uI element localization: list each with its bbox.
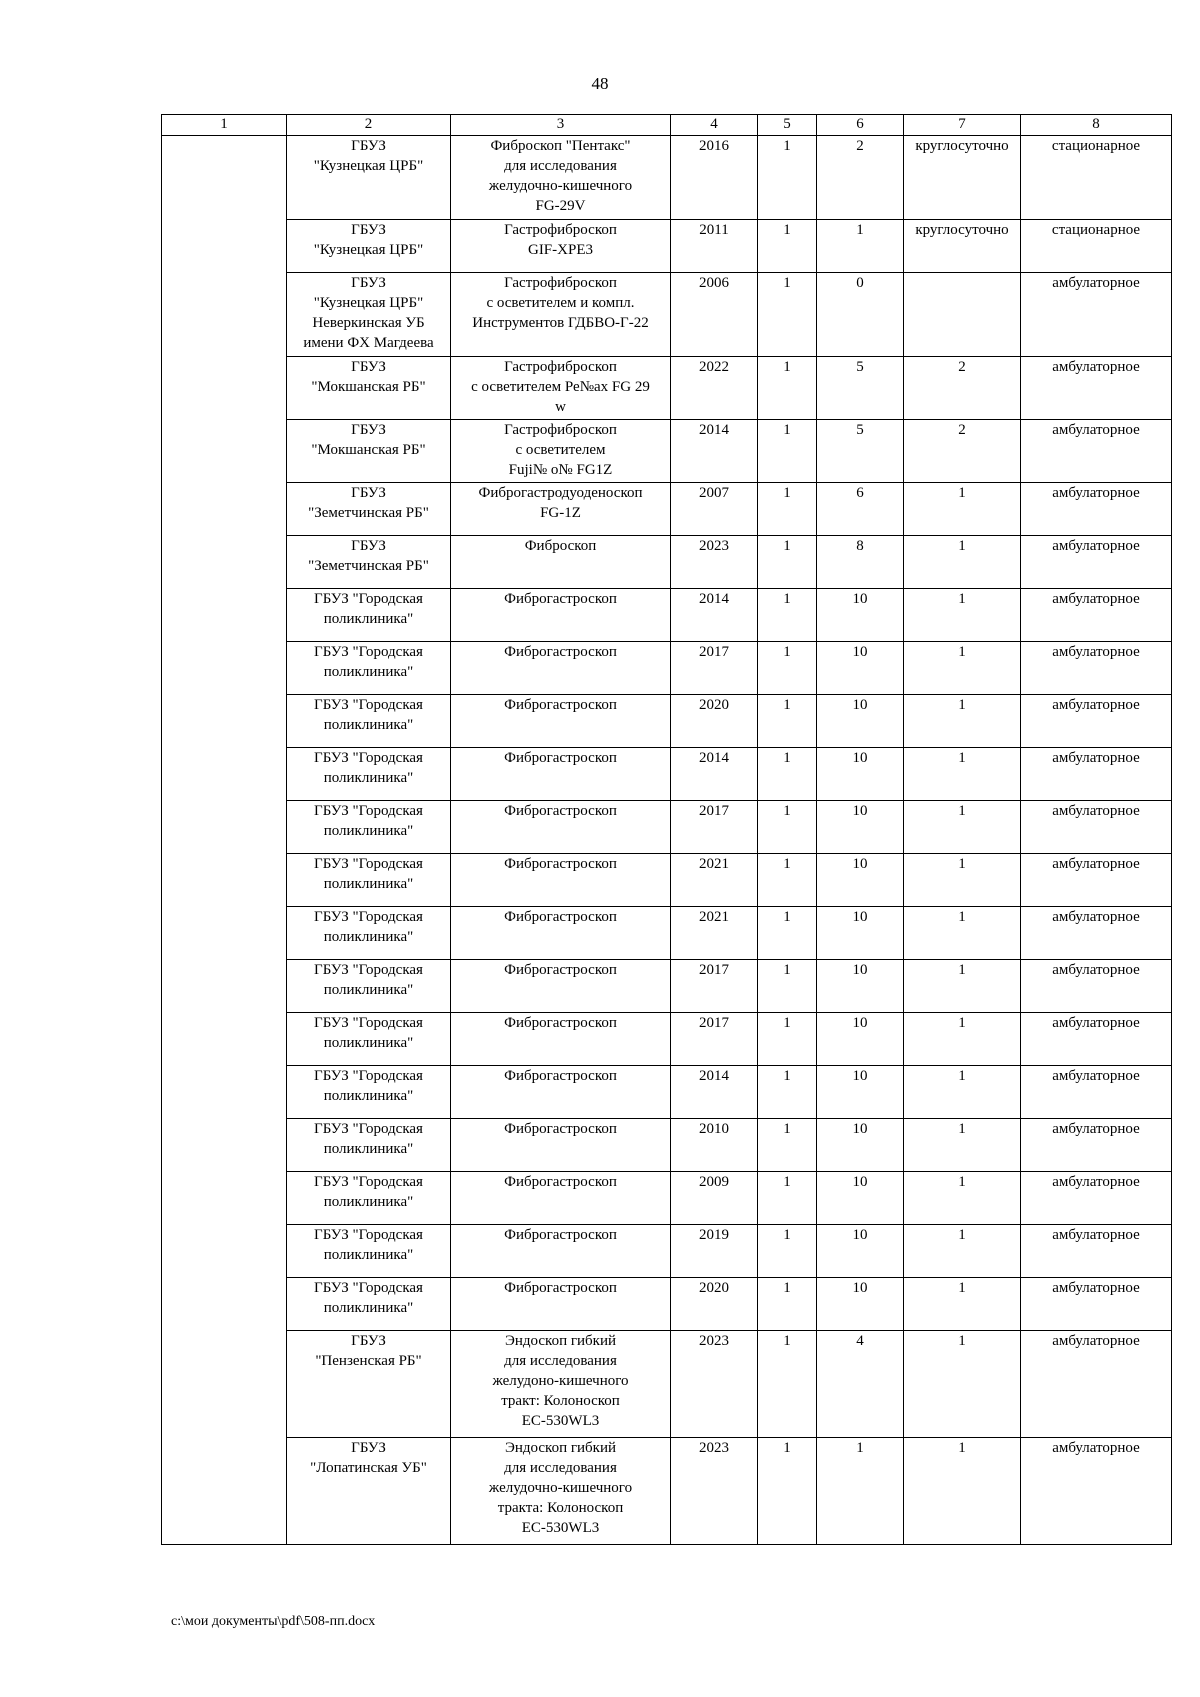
- table-row: [162, 960, 1172, 1013]
- year-cell: 2023: [671, 1331, 758, 1438]
- region-cell: [162, 136, 287, 1545]
- column-7-cell: 1: [904, 1119, 1021, 1172]
- service-type-cell: амбулаторное: [1021, 1438, 1172, 1545]
- device-cell: Эндоскоп гибкий для исследования желудоно-кишечного тракт: Колоноскоп EC-530WL3: [451, 1331, 671, 1438]
- device-cell: Гастрофиброскоп GIF-XPE3: [451, 220, 671, 273]
- organization-cell: ГБУЗ "Городская поликлиника": [287, 1172, 451, 1225]
- table-row: [162, 1013, 1172, 1066]
- organization-cell: ГБУЗ "Городская поликлиника": [287, 695, 451, 748]
- device-cell: Фиброгастроскоп: [451, 1225, 671, 1278]
- device-cell: Фиброгастроскоп: [451, 642, 671, 695]
- table-row: [162, 695, 1172, 748]
- table-row: [162, 1225, 1172, 1278]
- table-row: [162, 801, 1172, 854]
- service-type-cell: амбулаторное: [1021, 695, 1172, 748]
- year-cell: 2020: [671, 1278, 758, 1331]
- device-cell: Гастрофиброскоп с осветителем Ре№ах FG 29 w: [451, 357, 671, 420]
- organization-cell: ГБУЗ "Городская поликлиника": [287, 1013, 451, 1066]
- year-cell: 2021: [671, 907, 758, 960]
- organization-cell: ГБУЗ "Городская поликлиника": [287, 960, 451, 1013]
- column-6-cell: 10: [817, 1119, 904, 1172]
- table-row: [162, 536, 1172, 589]
- column-5-cell: 1: [758, 854, 817, 907]
- equipment-table: [161, 114, 1172, 1545]
- table-row: [162, 273, 1172, 357]
- column-5-cell: 1: [758, 642, 817, 695]
- footer-file-path: c:\мои документы\pdf\508-пп.docx: [171, 1614, 376, 1629]
- column-7-cell: 1: [904, 801, 1021, 854]
- column-6-cell: 1: [817, 1438, 904, 1545]
- table-row: [162, 357, 1172, 420]
- organization-cell: ГБУЗ "Кузнецкая ЦРБ": [287, 136, 451, 220]
- column-7-cell: 2: [904, 357, 1021, 420]
- year-cell: 2014: [671, 748, 758, 801]
- year-cell: 2014: [671, 420, 758, 483]
- column-7-cell: 1: [904, 748, 1021, 801]
- table-row: [162, 1119, 1172, 1172]
- device-cell: Фиброгастроскоп: [451, 748, 671, 801]
- column-7-cell: 1: [904, 536, 1021, 589]
- column-5-cell: 1: [758, 357, 817, 420]
- service-type-cell: амбулаторное: [1021, 854, 1172, 907]
- service-type-cell: амбулаторное: [1021, 801, 1172, 854]
- organization-cell: ГБУЗ "Земетчинская РБ": [287, 483, 451, 536]
- column-5-cell: 1: [758, 907, 817, 960]
- column-6-cell: 10: [817, 907, 904, 960]
- column-6-cell: 1: [817, 220, 904, 273]
- column-7-cell: 1: [904, 589, 1021, 642]
- column-6-cell: 0: [817, 273, 904, 357]
- column-7-cell: круглосуточно: [904, 220, 1021, 273]
- column-7-cell: 2: [904, 420, 1021, 483]
- device-cell: Фиброгастроскоп: [451, 1119, 671, 1172]
- year-cell: 2014: [671, 589, 758, 642]
- device-cell: Фиброгастроскоп: [451, 1013, 671, 1066]
- organization-cell: ГБУЗ "Кузнецкая ЦРБ" Неверкинская УБ имени ФХ Магдеева: [287, 273, 451, 357]
- header-cell-8: 8: [1021, 115, 1172, 136]
- year-cell: 2017: [671, 960, 758, 1013]
- organization-cell: ГБУЗ "Городская поликлиника": [287, 1225, 451, 1278]
- table-row: [162, 1278, 1172, 1331]
- device-cell: Гастрофиброскоп с осветителем и компл. Инструментов ГДБВО-Г-22: [451, 273, 671, 357]
- header-cell-7: 7: [904, 115, 1021, 136]
- column-5-cell: 1: [758, 1119, 817, 1172]
- column-5-cell: 1: [758, 589, 817, 642]
- organization-cell: ГБУЗ "Городская поликлиника": [287, 1278, 451, 1331]
- organization-cell: ГБУЗ "Городская поликлиника": [287, 748, 451, 801]
- organization-cell: ГБУЗ "Земетчинская РБ": [287, 536, 451, 589]
- year-cell: 2021: [671, 854, 758, 907]
- year-cell: 2006: [671, 273, 758, 357]
- column-7-cell: 1: [904, 695, 1021, 748]
- column-7-cell: 1: [904, 483, 1021, 536]
- year-cell: 2011: [671, 220, 758, 273]
- device-cell: Фиброгастроскоп: [451, 854, 671, 907]
- year-cell: 2017: [671, 1013, 758, 1066]
- column-7-cell: 1: [904, 1225, 1021, 1278]
- service-type-cell: амбулаторное: [1021, 960, 1172, 1013]
- column-7-cell: 1: [904, 1013, 1021, 1066]
- header-cell-4: 4: [671, 115, 758, 136]
- service-type-cell: амбулаторное: [1021, 1066, 1172, 1119]
- column-6-cell: 10: [817, 1172, 904, 1225]
- column-7-cell: 1: [904, 1331, 1021, 1438]
- service-type-cell: амбулаторное: [1021, 483, 1172, 536]
- year-cell: 2023: [671, 536, 758, 589]
- organization-cell: ГБУЗ "Пензенская РБ": [287, 1331, 451, 1438]
- service-type-cell: амбулаторное: [1021, 1278, 1172, 1331]
- column-5-cell: 1: [758, 1172, 817, 1225]
- organization-cell: ГБУЗ "Лопатинская УБ": [287, 1438, 451, 1545]
- table-body: [162, 115, 1172, 1545]
- header-cell-1: 1: [162, 115, 287, 136]
- year-cell: 2016: [671, 136, 758, 220]
- device-cell: Фиброгастроскоп: [451, 589, 671, 642]
- device-cell: Фиброгастроскоп: [451, 1066, 671, 1119]
- column-5-cell: 1: [758, 483, 817, 536]
- service-type-cell: амбулаторное: [1021, 273, 1172, 357]
- column-6-cell: 10: [817, 1013, 904, 1066]
- column-7-cell: 1: [904, 960, 1021, 1013]
- column-7-cell: 1: [904, 1278, 1021, 1331]
- column-7-cell: [904, 273, 1021, 357]
- column-6-cell: 5: [817, 420, 904, 483]
- organization-cell: ГБУЗ "Городская поликлиника": [287, 642, 451, 695]
- column-6-cell: 4: [817, 1331, 904, 1438]
- organization-cell: ГБУЗ "Мокшанская РБ": [287, 357, 451, 420]
- year-cell: 2023: [671, 1438, 758, 1545]
- organization-cell: ГБУЗ "Городская поликлиника": [287, 801, 451, 854]
- column-6-cell: 10: [817, 642, 904, 695]
- table-row: [162, 642, 1172, 695]
- table-row: [162, 748, 1172, 801]
- column-6-cell: 10: [817, 695, 904, 748]
- device-cell: Фиброгастроскоп: [451, 695, 671, 748]
- table-row: [162, 907, 1172, 960]
- service-type-cell: амбулаторное: [1021, 1172, 1172, 1225]
- table-row: [162, 220, 1172, 273]
- year-cell: 2022: [671, 357, 758, 420]
- column-5-cell: 1: [758, 1066, 817, 1119]
- service-type-cell: амбулаторное: [1021, 1331, 1172, 1438]
- column-6-cell: 6: [817, 483, 904, 536]
- service-type-cell: амбулаторное: [1021, 589, 1172, 642]
- table-row: [162, 1172, 1172, 1225]
- service-type-cell: амбулаторное: [1021, 907, 1172, 960]
- column-5-cell: 1: [758, 695, 817, 748]
- table-row: [162, 1066, 1172, 1119]
- table-row: [162, 136, 1172, 220]
- column-5-cell: 1: [758, 136, 817, 220]
- column-6-cell: 10: [817, 1278, 904, 1331]
- column-5-cell: 1: [758, 1278, 817, 1331]
- service-type-cell: стационарное: [1021, 136, 1172, 220]
- device-cell: Фиброгастроскоп: [451, 801, 671, 854]
- year-cell: 2014: [671, 1066, 758, 1119]
- year-cell: 2010: [671, 1119, 758, 1172]
- table-row: [162, 483, 1172, 536]
- device-cell: Фиброскоп: [451, 536, 671, 589]
- column-5-cell: 1: [758, 273, 817, 357]
- organization-cell: ГБУЗ "Кузнецкая ЦРБ": [287, 220, 451, 273]
- column-5-cell: 1: [758, 420, 817, 483]
- service-type-cell: амбулаторное: [1021, 357, 1172, 420]
- column-6-cell: 2: [817, 136, 904, 220]
- organization-cell: ГБУЗ "Городская поликлиника": [287, 1119, 451, 1172]
- column-6-cell: 8: [817, 536, 904, 589]
- header-cell-2: 2: [287, 115, 451, 136]
- device-cell: Фиброгастродуоденоскоп FG-1Z: [451, 483, 671, 536]
- column-6-cell: 10: [817, 801, 904, 854]
- header-cell-6: 6: [817, 115, 904, 136]
- column-7-cell: 1: [904, 907, 1021, 960]
- organization-cell: ГБУЗ "Городская поликлиника": [287, 1066, 451, 1119]
- column-7-cell: 1: [904, 642, 1021, 695]
- header-row: [162, 115, 1172, 136]
- service-type-cell: амбулаторное: [1021, 748, 1172, 801]
- column-5-cell: 1: [758, 801, 817, 854]
- column-7-cell: 1: [904, 1172, 1021, 1225]
- device-cell: Фиброгастроскоп: [451, 907, 671, 960]
- table-row: [162, 589, 1172, 642]
- year-cell: 2017: [671, 642, 758, 695]
- year-cell: 2020: [671, 695, 758, 748]
- year-cell: 2017: [671, 801, 758, 854]
- column-6-cell: 10: [817, 589, 904, 642]
- column-5-cell: 1: [758, 1438, 817, 1545]
- column-6-cell: 10: [817, 960, 904, 1013]
- device-cell: Фиброгастроскоп: [451, 1278, 671, 1331]
- device-cell: Фиброгастроскоп: [451, 960, 671, 1013]
- column-6-cell: 10: [817, 748, 904, 801]
- service-type-cell: амбулаторное: [1021, 1225, 1172, 1278]
- column-6-cell: 5: [817, 357, 904, 420]
- service-type-cell: амбулаторное: [1021, 536, 1172, 589]
- column-7-cell: 1: [904, 1438, 1021, 1545]
- table-row: [162, 1438, 1172, 1545]
- column-5-cell: 1: [758, 1013, 817, 1066]
- header-cell-5: 5: [758, 115, 817, 136]
- column-5-cell: 1: [758, 1225, 817, 1278]
- table-row: [162, 1331, 1172, 1438]
- device-cell: Гастрофиброскоп с осветителем Fuji№ о№ FG1Z: [451, 420, 671, 483]
- column-7-cell: 1: [904, 1066, 1021, 1119]
- organization-cell: ГБУЗ "Городская поликлиника": [287, 589, 451, 642]
- column-5-cell: 1: [758, 536, 817, 589]
- page-number: 48: [591, 74, 609, 93]
- service-type-cell: амбулаторное: [1021, 642, 1172, 695]
- table-row: [162, 420, 1172, 483]
- service-type-cell: стационарное: [1021, 220, 1172, 273]
- column-7-cell: 1: [904, 854, 1021, 907]
- table-row: [162, 854, 1172, 907]
- header-cell-3: 3: [451, 115, 671, 136]
- organization-cell: ГБУЗ "Городская поликлиника": [287, 907, 451, 960]
- year-cell: 2019: [671, 1225, 758, 1278]
- column-6-cell: 10: [817, 1225, 904, 1278]
- column-5-cell: 1: [758, 748, 817, 801]
- year-cell: 2007: [671, 483, 758, 536]
- device-cell: Фиброскоп "Пентакс" для исследования желудочно-кишечного FG-29V: [451, 136, 671, 220]
- column-5-cell: 1: [758, 960, 817, 1013]
- column-7-cell: круглосуточно: [904, 136, 1021, 220]
- service-type-cell: амбулаторное: [1021, 1119, 1172, 1172]
- column-5-cell: 1: [758, 220, 817, 273]
- column-6-cell: 10: [817, 1066, 904, 1119]
- device-cell: Эндоскоп гибкий для исследования желудочно-кишечного тракта: Колоноскоп EC-530WL3: [451, 1438, 671, 1545]
- device-cell: Фиброгастроскоп: [451, 1172, 671, 1225]
- organization-cell: ГБУЗ "Городская поликлиника": [287, 854, 451, 907]
- year-cell: 2009: [671, 1172, 758, 1225]
- service-type-cell: амбулаторное: [1021, 420, 1172, 483]
- service-type-cell: амбулаторное: [1021, 1013, 1172, 1066]
- column-6-cell: 10: [817, 854, 904, 907]
- organization-cell: ГБУЗ "Мокшанская РБ": [287, 420, 451, 483]
- column-5-cell: 1: [758, 1331, 817, 1438]
